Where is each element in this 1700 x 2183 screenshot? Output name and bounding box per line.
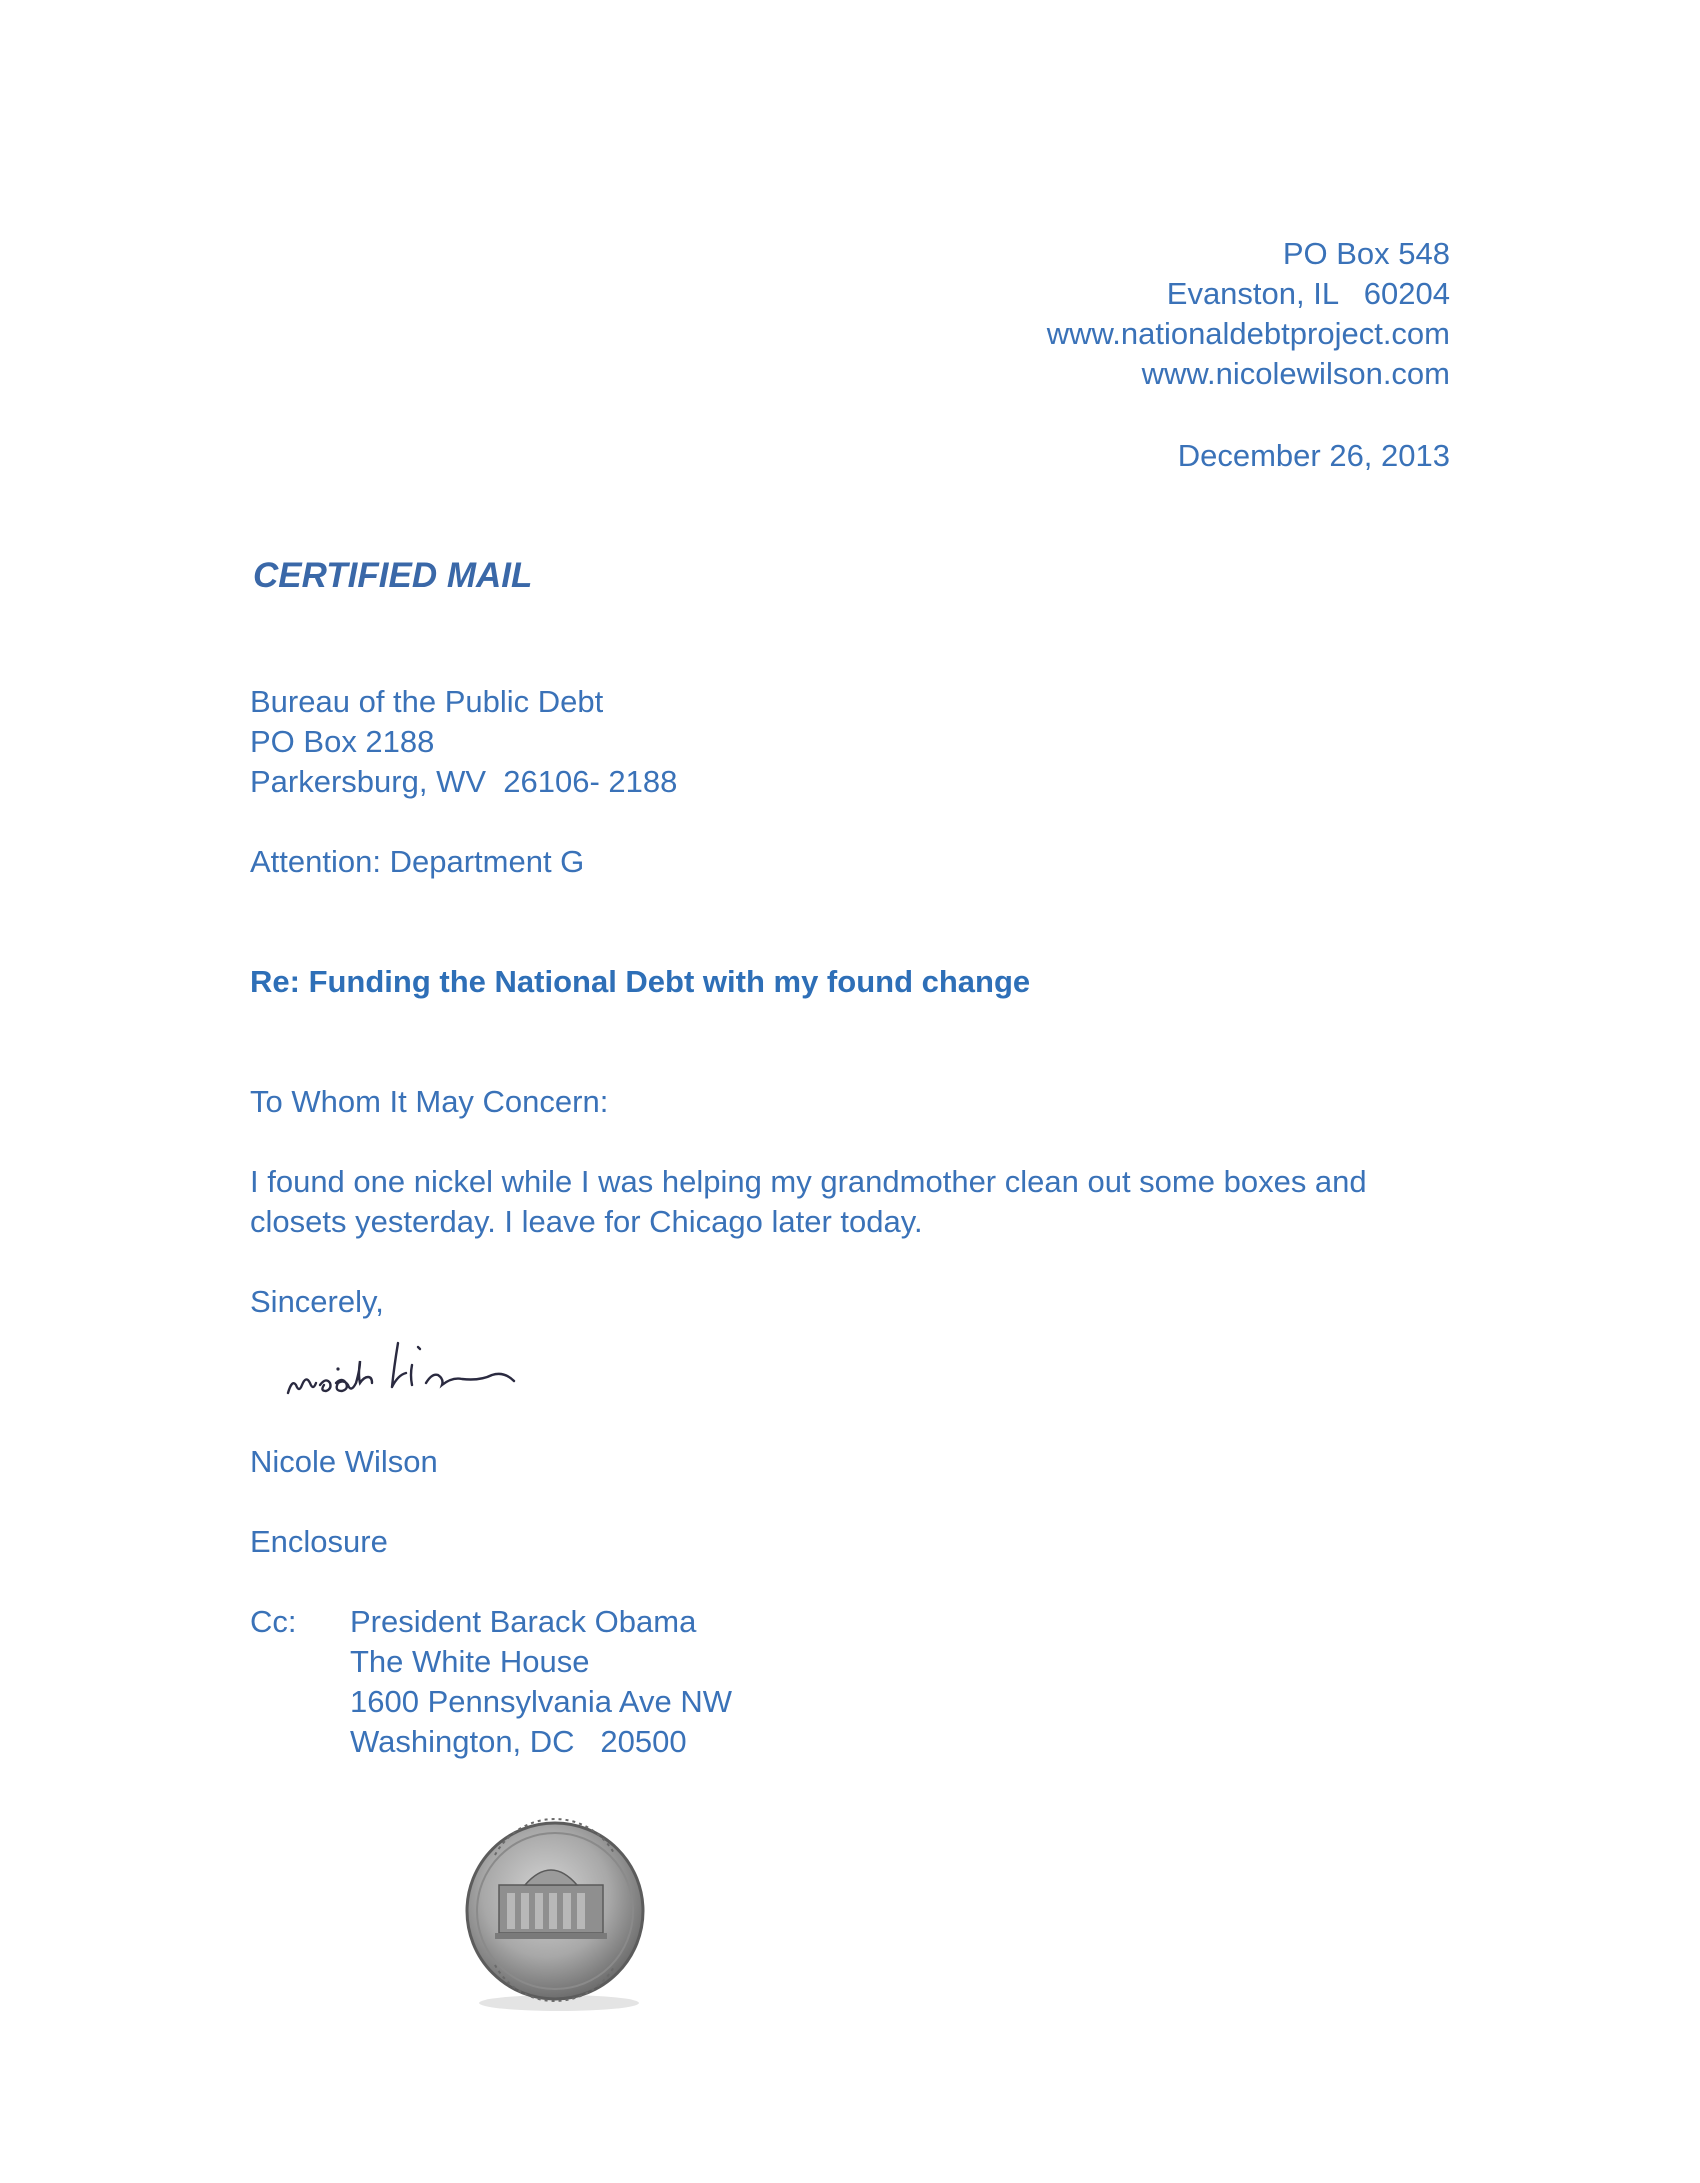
letter-date: December 26, 2013 bbox=[1177, 438, 1450, 473]
cc-label: Cc: bbox=[250, 1604, 297, 1639]
sender-address-line1: PO Box 548 bbox=[1282, 236, 1450, 271]
sender-address-block bbox=[1047, 234, 1450, 394]
attention-line: Attention: Department G bbox=[250, 844, 585, 879]
sender-address-line2: Evanston, IL 60204 bbox=[1166, 276, 1450, 311]
recipient-address-line1: PO Box 2188 bbox=[250, 724, 435, 759]
cc-line-2: The White House bbox=[350, 1644, 590, 1679]
nickel-coin bbox=[455, 1815, 655, 2015]
body-line-1: I found one nickel while I was helping my grandmother clean out some boxes and bbox=[250, 1164, 1367, 1199]
cc-address-block bbox=[350, 1602, 732, 1762]
recipient-address-block bbox=[250, 682, 677, 802]
recipient-address-line2: Parkersburg, WV 26106- 2188 bbox=[250, 764, 678, 799]
body-line-2: closets yesterday. I leave for Chicago later today. bbox=[250, 1204, 923, 1239]
cc-line-3: 1600 Pennsylvania Ave NW bbox=[350, 1684, 732, 1719]
closing: Sincerely, bbox=[250, 1284, 384, 1319]
certified-mail-heading: CERTIFIED MAIL bbox=[253, 556, 533, 595]
salutation: To Whom It May Concern: bbox=[250, 1084, 609, 1119]
cc-line-4: Washington, DC 20500 bbox=[350, 1724, 687, 1759]
sender-website-1: www.nationaldebtproject.com bbox=[1046, 316, 1450, 351]
cc-line-1: President Barack Obama bbox=[350, 1604, 697, 1639]
enclosure-line: Enclosure bbox=[250, 1524, 388, 1559]
signer-name: Nicole Wilson bbox=[250, 1444, 438, 1479]
sender-website-2: www.nicolewilson.com bbox=[1141, 356, 1450, 391]
letter-body bbox=[250, 1162, 1450, 1242]
subject-line: Re: Funding the National Debt with my found change bbox=[250, 964, 1031, 999]
handwritten-signature bbox=[280, 1325, 600, 1425]
recipient-name: Bureau of the Public Debt bbox=[250, 684, 604, 719]
